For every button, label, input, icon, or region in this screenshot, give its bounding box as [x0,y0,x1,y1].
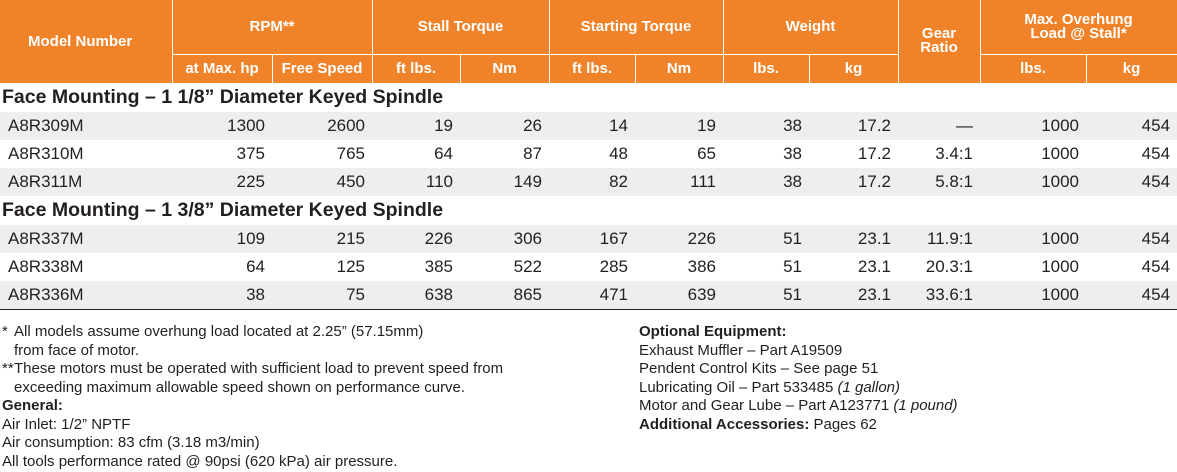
stall-torque-header: Stall Torque [372,0,549,54]
model-cell: A8R338M [8,257,84,276]
table-row [0,281,1177,309]
footnote-text: from face of motor. [14,341,140,359]
start-ftlbs-cell: 471 [549,281,635,309]
starting-torque-header: Starting Torque [549,0,723,54]
footnote-text: exceeding maximum allowable speed shown on performance curve. [14,378,466,396]
model-cell: A8R310M [8,144,84,163]
weight-kg-cell: 23.1 [857,257,892,276]
weight-lbs-cell: 51 [723,281,809,309]
start-nm-cell: 111 [635,168,723,196]
gear-ratio-cell: 5.8:1 [898,168,980,196]
general-heading: General: [2,397,63,414]
start-ftlbs-cell: 82 [549,168,635,196]
general-item: Air consumption: 83 cfm (3.18 m3/min) [2,434,260,451]
weight-kg-cell: 23.1 [809,281,898,309]
stall-ftlbs-cell: 110 [372,168,460,196]
overhung-lbs-cell: 1000 [980,225,1086,253]
header-row-units [0,54,1177,83]
optional-item-quantity: (1 gallon) [837,378,901,396]
overhung-kg-cell: 454 [1086,168,1177,196]
gear-ratio-cell: 20.3:1 [925,257,974,276]
weight-kg-cell: 17.2 [809,168,898,196]
general-item: All tools performance rated @ 90psi (620 kPa) air pressure. [2,452,398,470]
overhung-lbs-cell: 1000 [1041,144,1080,163]
start-nm-cell: 19 [635,112,723,140]
table-row [0,112,1177,140]
weight-lbs-header: lbs. [723,54,809,83]
optional-item [639,397,1169,416]
rpm-free-speed-cell: 215 [272,225,372,253]
table-row [0,225,1177,253]
overhung-kg-cell: 454 [1086,225,1177,253]
rpm-free-speed-cell: 2600 [272,112,372,140]
overhung-load-header-line1: Max. Overhung [1024,10,1133,28]
weight-kg-cell: 17.2 [809,112,898,140]
stall-ftlbs-cell: 19 [372,112,460,140]
footnote-speed [2,360,622,397]
general-item: Air Inlet: 1/2” NPTF [2,415,131,433]
stall-nm-cell: 522 [513,257,543,276]
rpm-free-speed-cell: 765 [336,144,366,163]
additional-accessories [639,416,1169,435]
rpm-max-hp-cell: 64 [246,257,265,276]
start-ftlbs-cell: 285 [599,257,629,276]
start-ftlbs-header: ft lbs. [549,54,635,83]
rpm-free-speed-cell: 125 [336,257,366,276]
stall-nm-header: Nm [460,54,549,83]
overhung-kg-cell: 454 [1086,112,1177,140]
model-cell: A8R311M [0,168,172,196]
header-row-top [0,0,1177,54]
start-ftlbs-cell: 48 [609,144,629,163]
model-cell: A8R337M [0,225,172,253]
start-nm-cell: 639 [635,281,723,309]
table-row [0,253,1177,281]
model-cell: A8R309M [0,112,172,140]
overhung-lbs-cell: 1000 [1041,257,1080,276]
gear-ratio-cell: 11.9:1 [898,225,980,253]
weight-lbs-cell: 38 [783,144,803,163]
overhung-lbs-cell: 1000 [980,281,1086,309]
optional-item-quantity: (1 pound) [893,397,958,414]
overhung-kg-cell: 454 [1141,144,1171,163]
stall-ftlbs-header: ft lbs. [372,54,460,83]
gear-ratio-cell: 33.6:1 [898,281,980,309]
additional-accessories-label: Additional Accessories: [639,415,810,433]
start-ftlbs-cell: 167 [549,225,635,253]
weight-kg-cell: 23.1 [809,225,898,253]
section-title-row [0,196,1177,225]
weight-lbs-cell: 51 [783,257,803,276]
gear-ratio-header-line2: Ratio [920,39,958,57]
footnote-asterisk: * [2,323,8,340]
overhung-kg-cell: 454 [1141,257,1171,276]
rpm-max-hp-header: at Max. hp [172,54,272,83]
overhung-load-header [980,0,1177,54]
stall-nm-cell: 149 [460,168,549,196]
overhung-load-header-line2: Load @ Stall* [1030,24,1127,42]
footnote-text: All models assume overhung load located at 2.25” (57.15mm) [14,323,424,340]
gear-ratio-header-line1: Gear [921,25,957,43]
gear-ratio-cell: 3.4:1 [935,144,974,163]
optional-item: Exhaust Muffler – Part A19509 [639,341,843,359]
weight-lbs-cell: 51 [723,225,809,253]
gear-ratio-cell: — [898,112,980,140]
rpm-max-hp-cell: 1300 [172,112,272,140]
optional-item-text: Motor and Gear Lube – Part A123771 [639,397,894,414]
model-cell: A8R336M [0,281,172,309]
stall-nm-cell: 306 [460,225,549,253]
overhung-lbs-cell: 1000 [980,112,1086,140]
gear-ratio-header [898,0,980,83]
stall-ftlbs-cell: 638 [372,281,460,309]
start-nm-cell: 386 [687,257,717,276]
overhung-kg-cell: 454 [1086,281,1177,309]
rpm-max-hp-cell: 109 [172,225,272,253]
footnotes [2,323,622,471]
optional-equipment-heading: Optional Equipment: [639,323,787,340]
start-nm-header: Nm [635,54,723,83]
overhung-lbs-cell: 1000 [980,168,1086,196]
overhung-kg-header: kg [1086,54,1177,83]
stall-nm-cell: 26 [460,112,549,140]
rpm-max-hp-cell: 375 [236,144,265,163]
weight-kg-cell: 17.2 [857,144,892,163]
optional-item [639,379,1169,398]
footnote-double-asterisk: ** [2,360,14,377]
weight-header: Weight [723,0,898,54]
rpm-free-speed-header: Free Speed [272,54,372,83]
section-title-row [0,83,1177,112]
optional-item: Pendent Control Kits – See page 51 [639,360,879,377]
footnote-text: These motors must be operated with sufficient load to prevent speed from [14,360,504,377]
footnote-overhung [2,323,622,360]
rpm-free-speed-cell: 450 [272,168,372,196]
stall-nm-cell: 865 [460,281,549,309]
table-row [0,140,1177,168]
table-row [0,168,1177,196]
stall-ftlbs-cell: 385 [424,257,454,276]
optional-equipment [639,323,1169,434]
optional-item-text: Lubricating Oil – Part 533485 [639,378,838,396]
section-title: Face Mounting – 1 3/8” Diameter Keyed Spindle [0,196,1177,225]
rpm-free-speed-cell: 75 [272,281,372,309]
start-nm-cell: 65 [697,144,717,163]
stall-ftlbs-cell: 64 [434,144,454,163]
weight-lbs-cell: 38 [723,112,809,140]
overhung-lbs-header: lbs. [980,54,1086,83]
weight-kg-header: kg [809,54,898,83]
start-ftlbs-cell: 14 [549,112,635,140]
stall-ftlbs-cell: 226 [372,225,460,253]
rpm-max-hp-cell: 38 [172,281,272,309]
rpm-max-hp-cell: 225 [172,168,272,196]
start-nm-cell: 226 [635,225,723,253]
weight-lbs-cell: 38 [723,168,809,196]
section-title: Face Mounting – 1 1/8” Diameter Keyed Spindle [0,83,1177,112]
additional-accessories-value: Pages 62 [809,415,877,433]
rpm-header: RPM** [172,0,372,54]
stall-nm-cell: 87 [523,144,543,163]
model-number-header: Model Number [0,0,172,83]
